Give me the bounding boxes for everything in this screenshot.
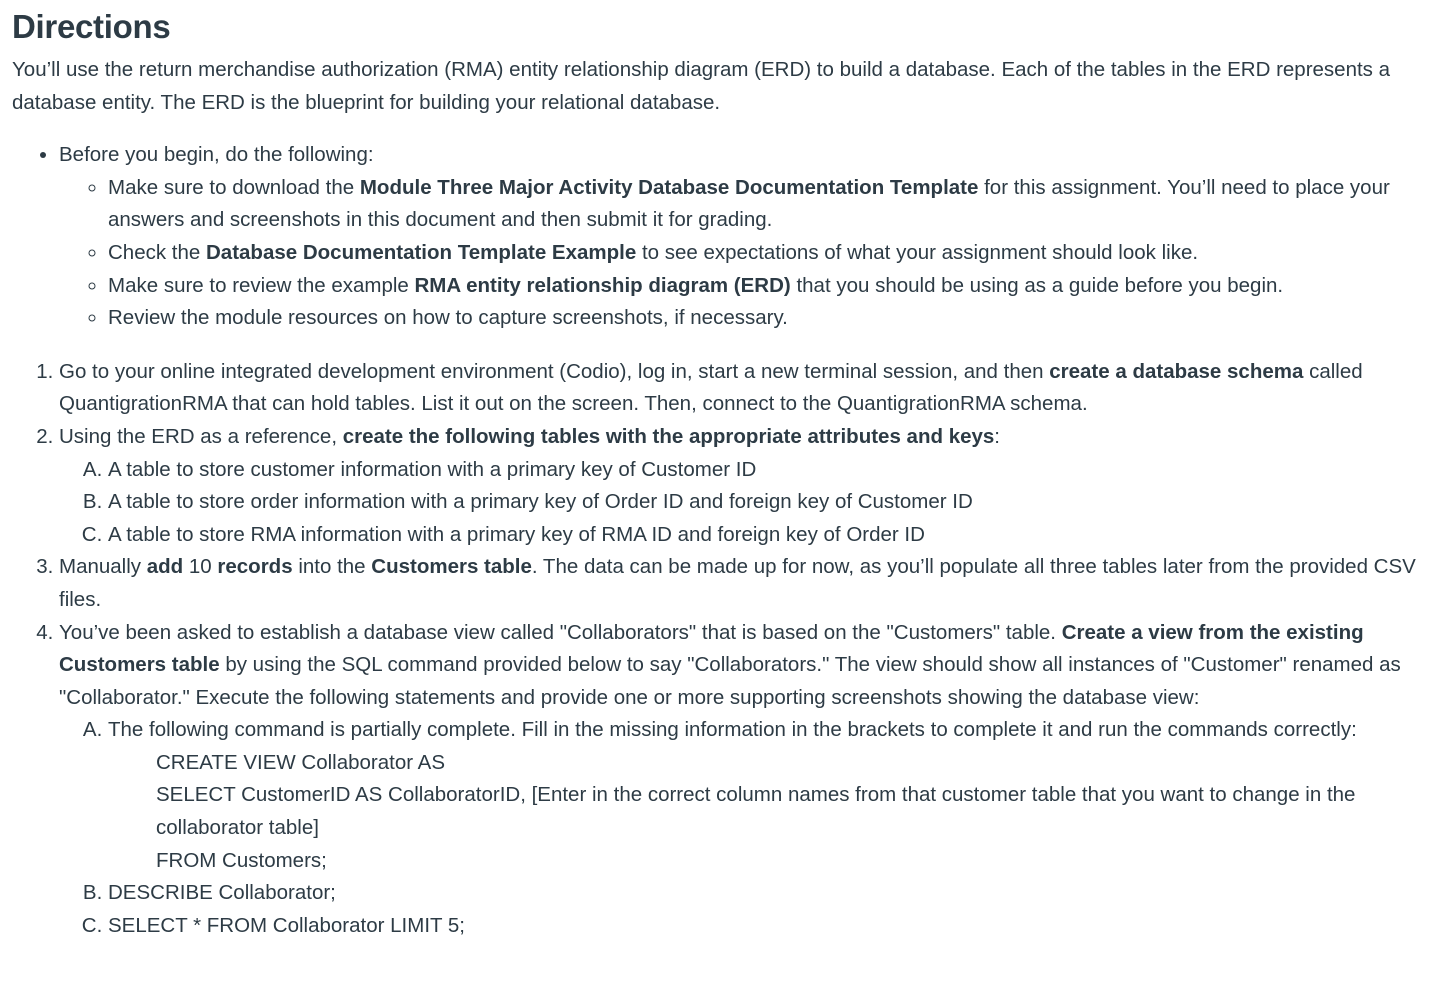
sql-line: FROM Customers; [156, 848, 327, 872]
step-sublist [59, 714, 1432, 942]
step-subitem: C. SELECT * FROM Collaborator LIMIT 5; [108, 910, 1432, 943]
step-subitem: A. A table to store customer information with a primary key of Customer ID [108, 454, 1432, 487]
step-subitem: C. A table to store RMA information with a primary key of RMA ID and foreign key of Order ID [108, 519, 1432, 552]
example-link-text: Database Documentation Template Example [206, 240, 637, 264]
before-subitem: ◦ Make sure to review the example RMA entity relationship diagram (ERD) that you should be using as a guide before you begin. [108, 270, 1432, 303]
before-subitem: ◦ Make sure to download the Module Three Major Activity Database Documentation Template for this assignment. You’ll need to place your answers and screenshots in this document and then submit it for grading. [108, 172, 1432, 237]
sql-line: SELECT CustomerID AS CollaboratorID, [Enter in the correct column names from that customer table that you want to change in the collaborator table] [156, 783, 1356, 840]
step-subitem: B. DESCRIBE Collaborator; [108, 877, 1432, 910]
steps-list [12, 356, 1432, 943]
step-subitem: A. The following command is partially complete. Fill in the missing information in the brackets to complete it and run the commands correctly: CREATE VIEW Collaborator AS SELECT CustomerID AS CollaboratorID, [Enter in the correct column names from that customer table that you want to change in the collaborator table] FROM Customers; [108, 714, 1432, 877]
step-sublist [59, 454, 1432, 552]
step-subitem: B. A table to store order information with a primary key of Order ID and foreign key of Customer ID [108, 486, 1432, 519]
before-subitem: ◦ Review the module resources on how to capture screenshots, if necessary. [108, 302, 1432, 335]
intro-paragraph: You’ll use the return merchandise authorization (RMA) entity relationship diagram (ERD) to build a database. Each of the tables in the ERD represents a database entity. The ERD is the blueprint for building your relational database. [12, 58, 1391, 114]
page-title: Directions [12, 8, 171, 45]
step-item: 2. Using the ERD as a reference, create the following tables with the appropriate attributes and keys: A. A table to store customer information with a primary key of Customer ID B. A table to store order information with a primary key of Order ID and foreign key of Customer ID C. A table to store RMA information with a primary key of RMA ID and foreign key of Order ID [59, 421, 1432, 551]
sql-line: CREATE VIEW Collaborator AS [156, 750, 445, 774]
erd-link-text: RMA entity relationship diagram (ERD) [414, 273, 791, 297]
step-item: 3. Manually add 10 records into the Customers table. The data can be made up for now, as you’ll populate all three tables later from the provided CSV files. [59, 551, 1432, 616]
before-list [12, 139, 1432, 335]
template-link-text: Module Three Major Activity Database Documentation Template [359, 175, 979, 199]
step-item: 1. Go to your online integrated development environment (Codio), log in, start a new terminal session, and then create a database schema called QuantigrationRMA that can hold tables. List it out on the screen. Then, connect to the QuantigrationRMA schema. [59, 356, 1432, 421]
before-item [59, 139, 1432, 335]
before-subitem: ◦ Check the Database Documentation Template Example to see expectations of what your assignment should look like. [108, 237, 1432, 270]
before-sublist [59, 172, 1432, 335]
step-item: 4. You’ve been asked to establish a database view called "Collaborators" that is based on the "Customers" table. Create a view from the existing Customers table by using the SQL command provided below to say "Collaborators." The view should show all instances of "Customer" renamed as "Collaborator." Execute the following statements and provide one or more supporting screenshots showing the database view: A. The following command is partially complete. Fill in the missing information in the brackets to complete it and run the commands correctly: CREATE VIEW Collaborator AS SELECT CustomerID AS CollaboratorID, [Enter in the correct column names from that customer table that you want to change in the collaborator table] FROM Customers; B. DESCRIBE Collaborator; C. SELECT * FROM Collaborator LIMIT 5; [59, 617, 1432, 943]
before-label: Before you begin, do the following: [59, 143, 374, 167]
sql-code-block [108, 747, 1432, 877]
